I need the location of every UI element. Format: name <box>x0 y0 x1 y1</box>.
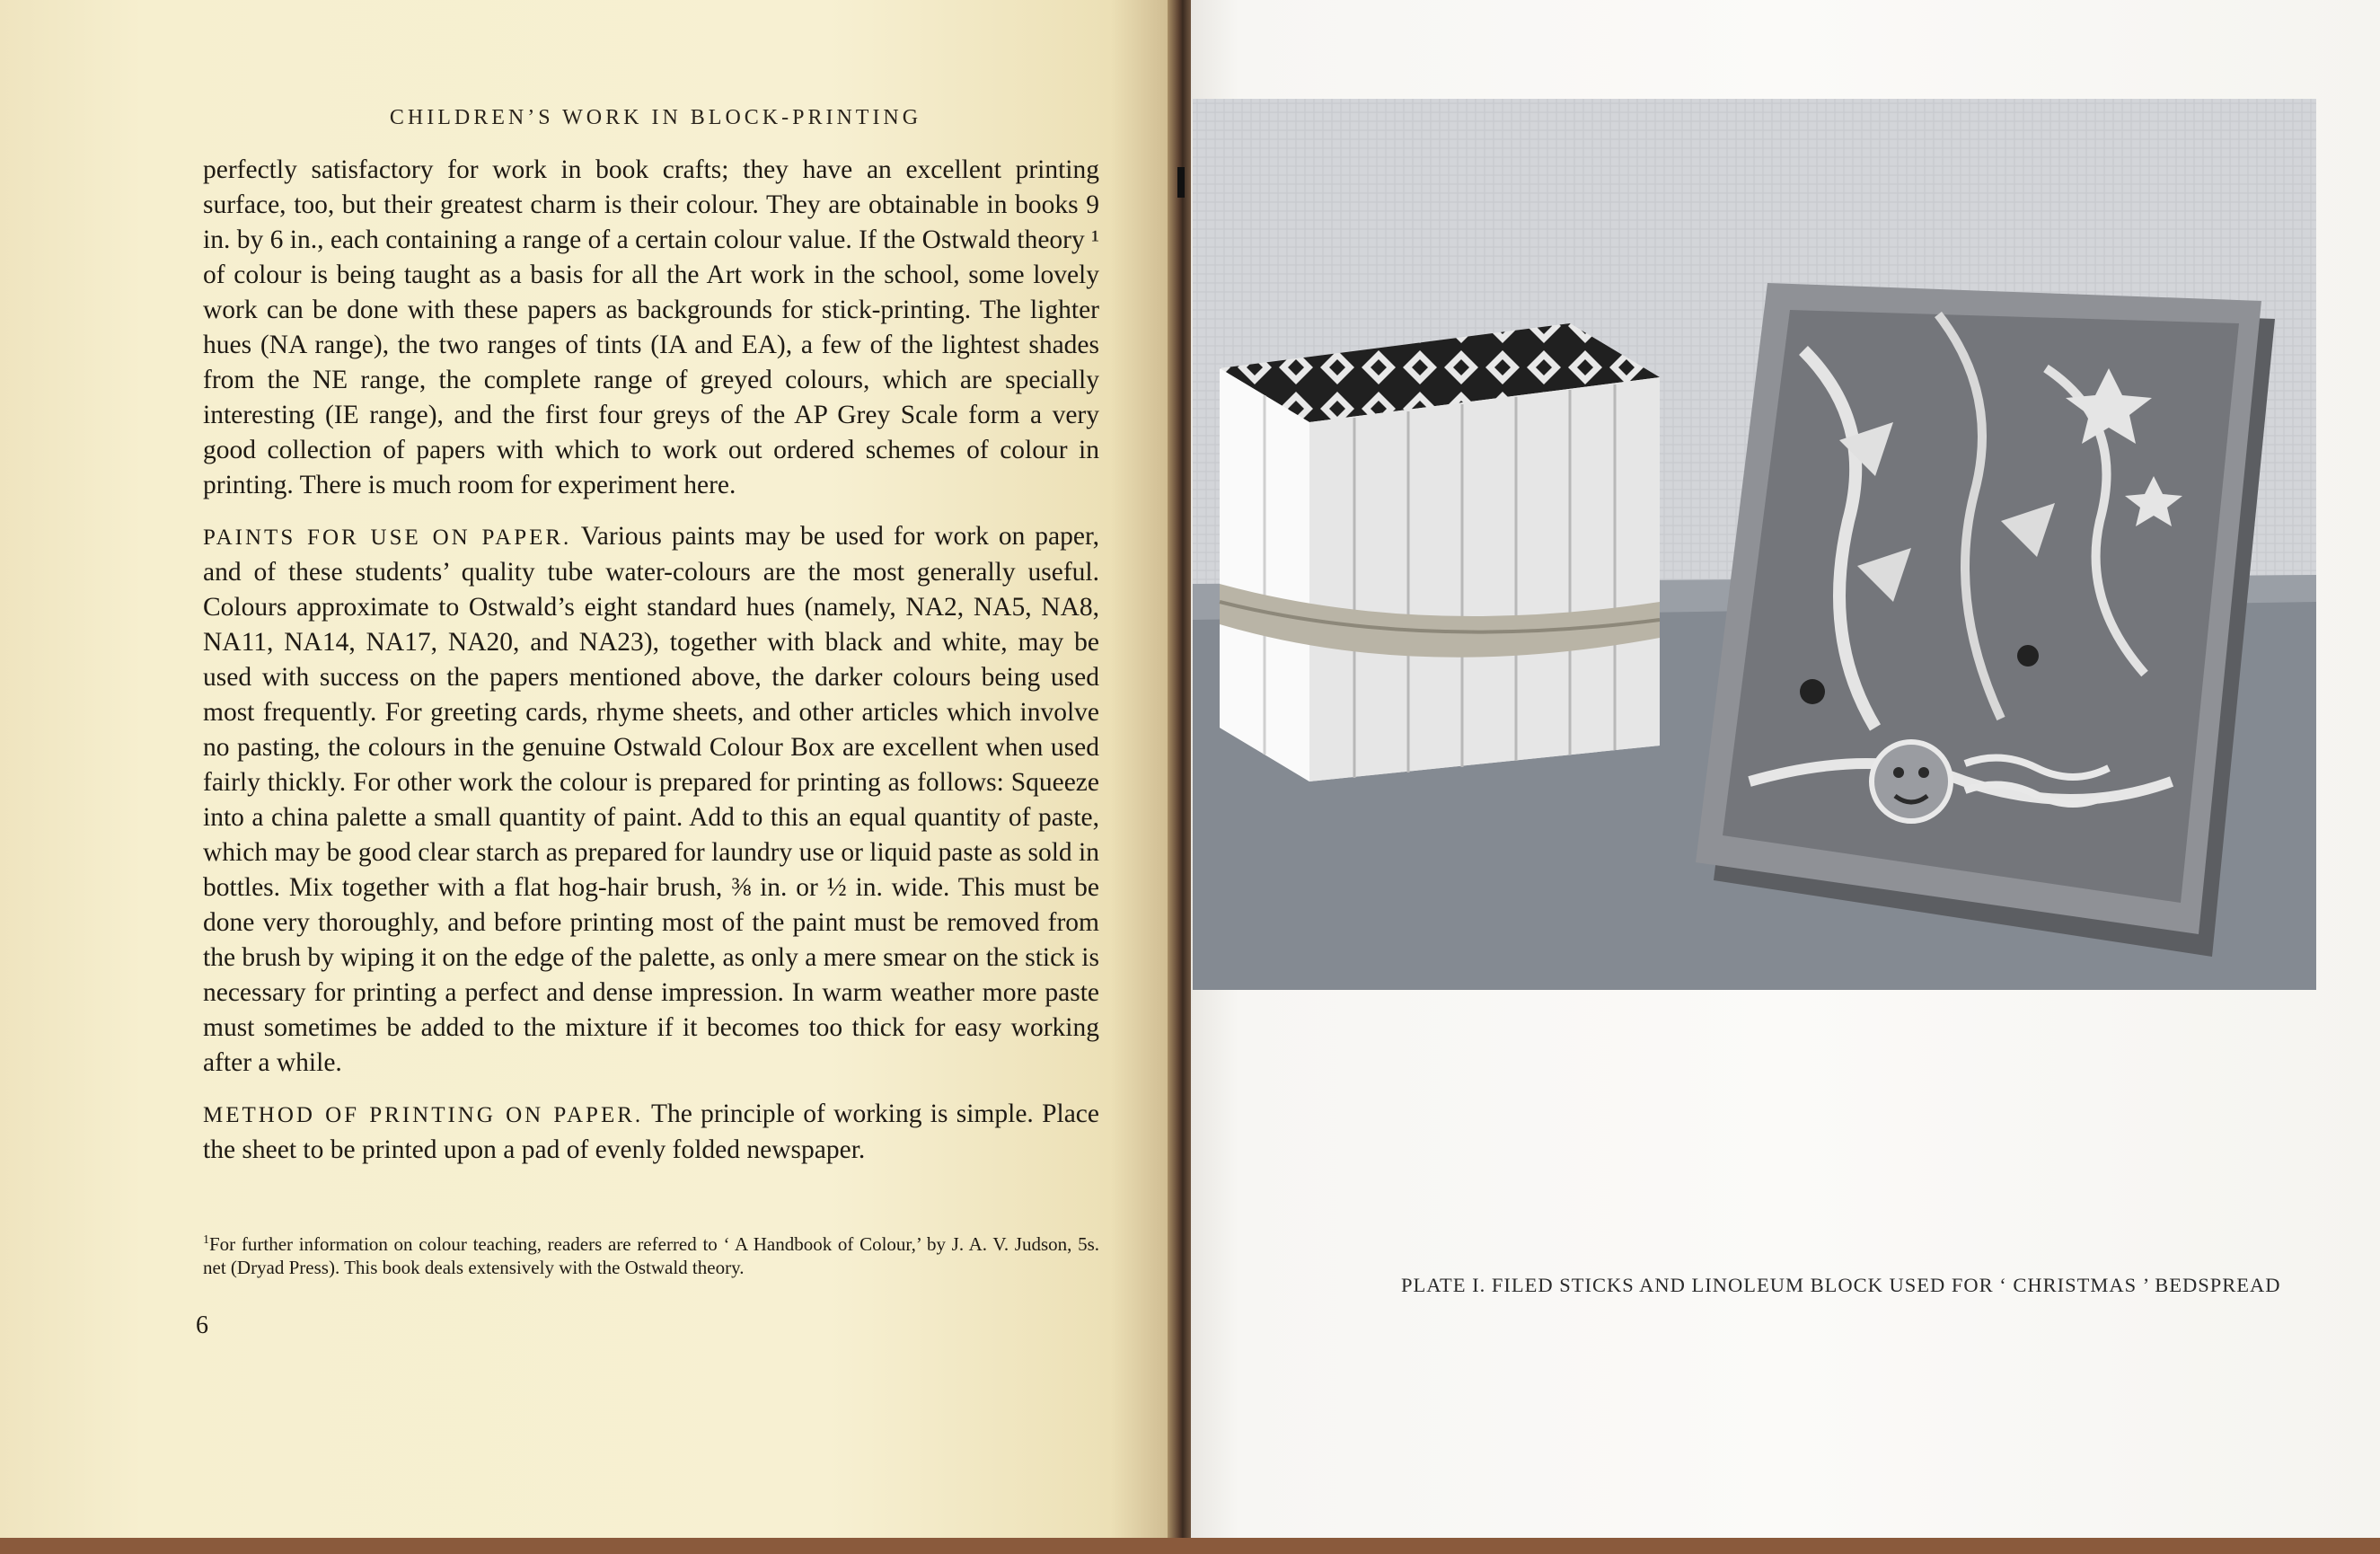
paragraph-2 <box>203 519 1099 1081</box>
section-heading-paints: PAINTS FOR USE ON PAPER. <box>203 525 572 550</box>
footnote-text: For further information on colour teaching, readers are referred to ‘ A Handbook of Colour,’ by J. A. V. Judson, 5s. net (Dryad Press). This book deals extensively with the Ostwald theory. <box>203 1233 1099 1278</box>
photo-illustration <box>1193 99 2316 990</box>
left-page <box>0 0 1181 1554</box>
body-text <box>203 153 1099 1184</box>
book-cover-edge <box>0 1538 2380 1554</box>
paragraph-3-text: The principle of working is simple. Place the sheet to be printed upon a pad of evenly folded newspaper. <box>203 1099 1099 1164</box>
page-number: 6 <box>196 1311 208 1339</box>
section-heading-method: METHOD OF PRINTING ON PAPER. <box>203 1103 644 1127</box>
paragraph-1 <box>203 153 1099 503</box>
stick-bundle <box>1220 323 1660 781</box>
paragraph-3 <box>203 1097 1099 1168</box>
footnote-marker: 1 <box>203 1233 209 1247</box>
book-gutter <box>1168 0 1193 1554</box>
page-edge-mark <box>1177 167 1185 198</box>
linoleum-block <box>1696 283 2275 957</box>
running-head: CHILDREN’S WORK IN BLOCK-PRINTING <box>389 106 922 129</box>
plate-photograph <box>1193 99 2316 990</box>
plate-caption: PLATE I. FILED STICKS AND LINOLEUM BLOCK USED FOR ‘ CHRISTMAS ’ BEDSPREAD <box>1401 1274 2281 1296</box>
paragraph-2-text: Various paints may be used for work on paper, and of these students’ quality tube water-colours are the most generally useful. Colours approximate to Ostwald’s eight standard hues (namely, NA2, NA5, NA8, NA11, NA14, NA17, NA20, and NA23), together with black and white, may be used with success on the papers mentioned above, the darker colours being used most frequently. For greeting cards, rhyme sheets, and other articles which involve no pasting, the colours in the genuine Ostwald Colour Box are excellent when used fairly thickly. For other work the colour is prepared for printing as follows: Squeeze into a china palette a small quantity of paint. Add to this an equal quantity of paste, which may be good clear starch as prepared for laundry use or liquid paste as sold in bottles. Mix together with a flat hog-hair brush, ⅜ in. or ½ in. wide. This must be done very thoroughly, and before printing most of the paint must be removed from the brush by wiping it on the edge of the palette, as only a mere smear on the stick is necessary for printing a perfect and dense impression. In warm weather more paste must sometimes be added to the mixture if it becomes too thick for easy working after a while. <box>203 522 1100 1077</box>
footnote <box>203 1229 1099 1279</box>
paragraph-1-text: perfectly satisfactory for work in book crafts; they have an excellent printing surface, too, but their greatest charm is their colour. They are obtainable in books 9 in. by 6 in., each containing a range of a certain colour value. If the Ostwald theory ¹ of colour is being taught as a basis for all the Art work in the school, some lovely work can be done with these papers as backgrounds for stick-printing. The lighter hues (NA range), the two ranges of tints (IA and EA), a few of the lightest shades from the NE range, the complete range of greyed colours, which are specially interesting (IE range), and the first four greys of the AP Grey Scale form a very good collection of papers with which to work out ordered schemes of colour in printing. There is much room for experiment here. <box>203 155 1099 499</box>
